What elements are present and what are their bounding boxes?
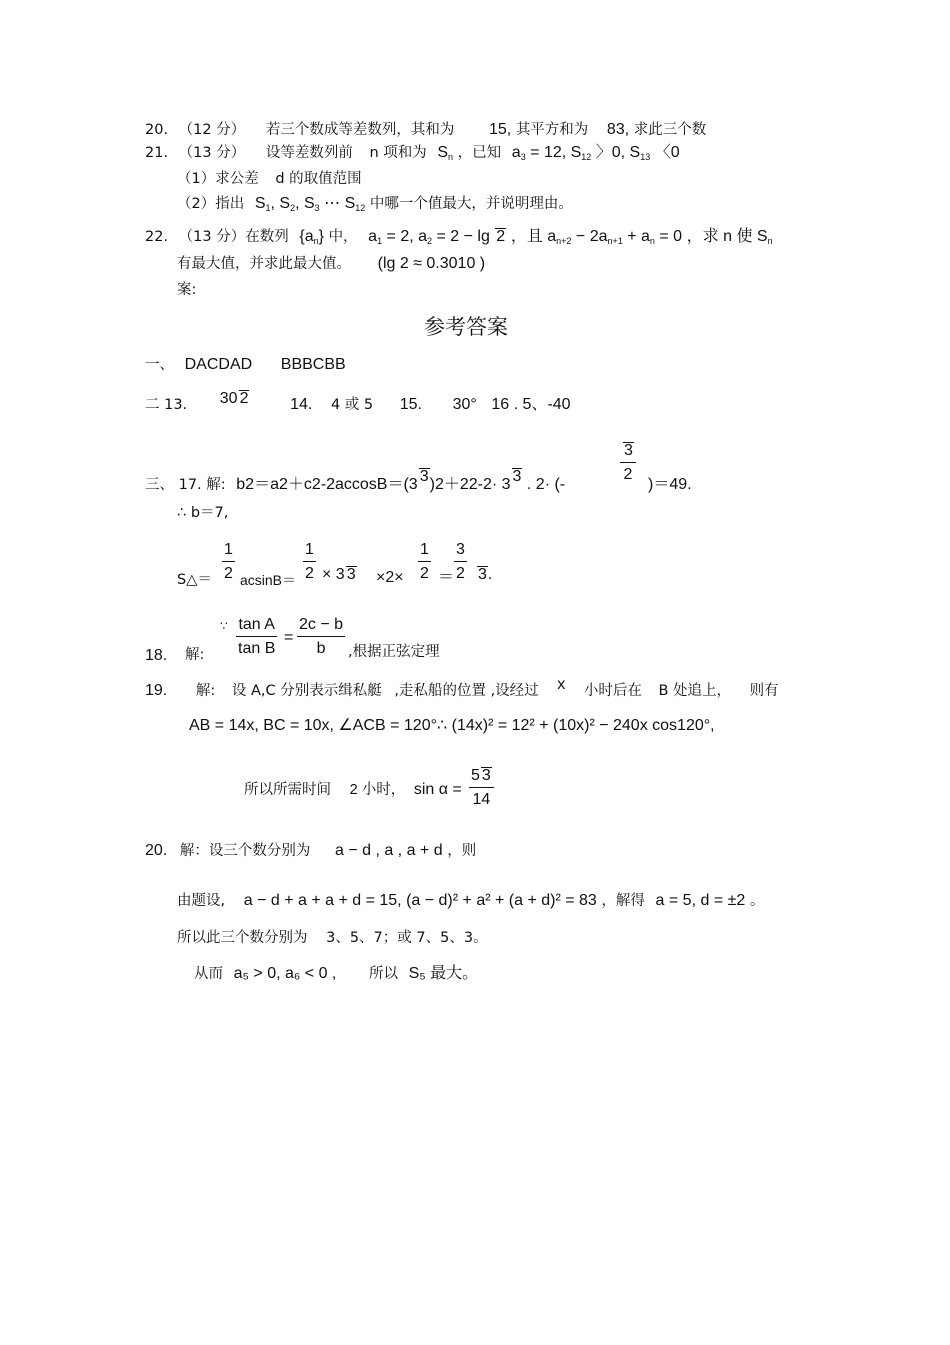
answer-text: 所以此三个数分别为 xyxy=(177,930,308,946)
answer-20-conclusion xyxy=(194,966,478,982)
problem-text: （13 分）在数列 xyxy=(178,229,289,245)
question-number: 20. xyxy=(145,842,168,859)
recurrence: ，且 $a_{n+2} - 2a_{n+1} + a_n = 0$ xyxy=(510,228,683,246)
problem-text: 其平方和为 xyxy=(515,122,589,138)
fraction-three-halves: $\frac{3}{2}$ xyxy=(456,541,465,582)
solution: a = 5, d = ±2 xyxy=(655,892,746,909)
area-label: S△＝ xyxy=(177,572,212,588)
question-text: 中哪一个值最大，并说明理由。 xyxy=(369,196,573,212)
answer-17 xyxy=(145,468,566,493)
answer-18-jie: 解: xyxy=(185,647,205,663)
problem-text: 设等差数列前 xyxy=(265,145,353,161)
initial-conditions: $a_1 = 2$, $a_2 = 2 - \lg 2$ xyxy=(368,228,506,246)
problem-text: ，已知 xyxy=(457,145,502,161)
because-icon: ∵ xyxy=(220,619,228,633)
problem-21-q2 xyxy=(177,196,573,213)
sin-alpha: sin α = xyxy=(413,781,462,798)
answer-text: 所以 xyxy=(368,966,398,982)
answer-15: 30° xyxy=(452,396,477,413)
question-number: 15. xyxy=(399,396,422,413)
variable-x: x xyxy=(557,676,566,693)
answer-text: 则有 xyxy=(749,683,779,699)
sn-symbol: $S_n$ xyxy=(437,144,454,162)
question-text: （1）求公差 xyxy=(177,171,259,187)
answer-text: B 处追上， xyxy=(658,683,732,699)
answer-text: ,走私船的位置 xyxy=(394,683,486,699)
answer-17-end: )＝49. xyxy=(648,476,692,493)
answer-text: 从而 xyxy=(194,966,223,982)
section-label: 一、 xyxy=(145,357,174,373)
answer-key: DACDAD xyxy=(184,356,253,373)
condition-math: $a_3 = 12$, $S_{12}$ 〉0, $S_{13}$ 〈0 xyxy=(511,144,680,162)
sum-list-math: $S_1$, $S_2$, $S_3$ ⋯ $S_{12}$ xyxy=(254,195,366,213)
square-sum-value: 83, xyxy=(606,121,630,138)
fraction-half: $\frac{1}{2}$ xyxy=(420,541,429,582)
sequence-symbol: $\{a_n\}$ xyxy=(299,228,324,246)
answer-13: 30 2 xyxy=(219,390,249,407)
answer-text: ，解得 xyxy=(601,893,645,909)
area-result: 3. xyxy=(478,566,493,583)
answer-16: 16 . 5、-40 xyxy=(491,396,571,413)
problem-22-line3 xyxy=(177,283,196,298)
answer-text: 解: xyxy=(195,683,216,699)
answer-text: 所以所需时间 xyxy=(244,782,331,798)
section-label: 三、 17. 解: xyxy=(145,477,226,493)
fraction-sqrt3-over-2: $\frac{3}{2}$ xyxy=(620,442,636,483)
fraction-rhs: $\frac{2c - b}{b}$ xyxy=(299,616,344,657)
problem-text: n 项和为 xyxy=(369,145,427,161)
answer-20 xyxy=(145,843,476,859)
three-numbers: a − d , a , a + d xyxy=(334,842,443,859)
problem-text: 若三个数成等差数列，其和为 xyxy=(265,122,455,138)
problem-text: 有最大值，并求此最大值。 xyxy=(177,256,351,272)
problem-21-q1 xyxy=(177,172,362,187)
condition-equation: a − d + a + a + d = 15, (a − d)² + a² + (a + d)² = 83 xyxy=(243,892,597,909)
problem-ask: ，求 n 使 $S_n$ xyxy=(686,228,773,246)
time-value: 2 小时， xyxy=(349,782,406,798)
answer-key: BBBCBB xyxy=(280,356,346,373)
area-mid2: ×2× xyxy=(376,569,404,586)
answer-text: 解：设三个数分别为 xyxy=(179,843,311,859)
question-text: （2）指出 xyxy=(177,196,245,212)
sum-value: 15, xyxy=(488,121,512,138)
numbers-result: 3、5、7；或 7、5、3。 xyxy=(326,930,488,946)
sign-condition: a₅ > 0, a₆ < 0 , xyxy=(233,965,337,982)
problem-21 xyxy=(145,145,680,162)
question-number: 19. xyxy=(145,682,168,699)
answer-19 xyxy=(145,676,779,699)
area-mid: × 3 3 xyxy=(322,566,356,583)
answer-17-therefore: ∴ b＝7, xyxy=(177,505,229,521)
answer-text: ，则 xyxy=(447,843,477,859)
equals-sign: = xyxy=(284,629,294,646)
answer-text: 设 A,C 分别表示缉私艇 xyxy=(231,683,382,699)
fraction-sin: $\frac{5 3}{14}$ xyxy=(469,767,494,808)
answer-text: 。 xyxy=(749,893,765,909)
answers-title: 参考答案 xyxy=(424,315,508,339)
answer-18-label: 18. xyxy=(145,647,168,664)
answer-section-2 xyxy=(145,390,571,413)
answer-14: 4 或 5 xyxy=(330,397,374,413)
lg-hint: (lg 2 ≈ 0.3010 ) xyxy=(377,255,486,272)
problem-22 xyxy=(145,228,773,246)
question-text: d 的取值范围 xyxy=(275,171,362,187)
answer-18-text: ,根据正弦定理 xyxy=(348,644,440,660)
points: （13 分） xyxy=(178,145,246,161)
problem-20 xyxy=(145,122,706,138)
fraction-half: $\frac{1}{2}$ xyxy=(224,541,233,582)
answer-text: 小时后在 xyxy=(583,683,642,699)
answer-19-equation: AB = 14x, BC = 10x, ∠ACB = 120°∴ (14x)² = 12² + (10x)² − 240x cos120°, xyxy=(189,717,715,734)
section-label: 二 13. xyxy=(145,397,188,413)
acsinb-text: acsinB＝ xyxy=(240,572,297,588)
problem-22-line2 xyxy=(177,256,485,272)
fraction-half: $\frac{1}{2}$ xyxy=(305,541,314,582)
law-of-cosines: b2＝a2＋c2-2accosB＝(3 3)2＋22-2· 3 3 . 2· (- xyxy=(236,468,566,493)
problem-number: 20. xyxy=(145,122,169,138)
answer-20-condition xyxy=(177,893,764,909)
max-sum: S₅ 最大。 xyxy=(408,965,479,982)
question-number: 14. xyxy=(290,396,313,413)
problem-text: 求此三个数 xyxy=(633,122,707,138)
problem-number: 21. xyxy=(145,145,169,161)
problem-number: 22. xyxy=(145,229,169,245)
problem-text: 中， xyxy=(328,229,358,245)
answer-text: ,设经过 xyxy=(490,683,539,699)
answer-text: 由题设, xyxy=(177,893,226,909)
fraction-tan: $\frac{\text{tan A}}{\text{tan B}}$ xyxy=(238,616,276,657)
equals-sign: ＝ xyxy=(438,569,455,586)
answer-20-numbers xyxy=(177,931,488,946)
problem-text: 案: xyxy=(177,282,197,298)
answer-section-1 xyxy=(145,357,346,373)
points: （12 分） xyxy=(178,122,246,138)
answer-19-time xyxy=(244,782,462,798)
